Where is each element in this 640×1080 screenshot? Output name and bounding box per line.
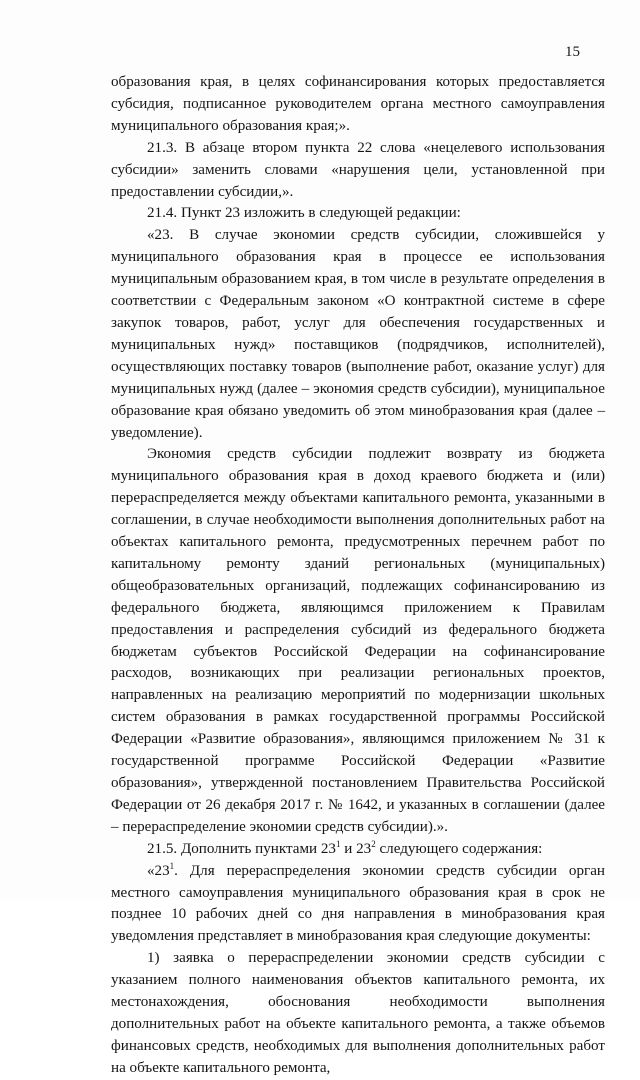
text-run: 21.5. Дополнить пунктами 23 [147,840,336,857]
text-run: следующего содержания: [375,840,543,857]
document-body [111,72,605,1080]
paragraph-subitem-1: 1) заявка о перераспределении экономии средств субсидии с указанием полного наименования объектов капитального ремонта, их местонахождения, обоснования необходимости выполнения дополнительных работ на объекте капитального ремонта, а также объемов финансовых средств, необходимых для выполнения дополнительных работ на объекте капитального ремонта, [111,950,605,1076]
text-run: и 23 [340,840,372,857]
paragraph-continuation: образования края, в целях софинансирования которых предоставляется субсидия, подписанное руководителем органа местного самоуправления муниципального образования края;». [111,74,605,134]
paragraph-savings: Экономия средств субсидии подлежит возврату из бюджета муниципального образования края в доход краевого бюджета и (или) перераспределяется между объектами капитального ремонта, указанными в соглашении, в случае необходимости выполнения дополнительных работ на объектах капитального ремонта, предусмотренных перечнем работ по капитальному ремонту зданий региональных (муниципальных) общеобразовательных организаций, подлежащих софинансированию из федерального бюджета, являющимся приложением к Правилам предоставления и распределения субсидий из федерального бюджета бюджетам субъектов Российской Федерации на софинансирование расходов, возникающих при реализации региональных проектов, направленных на реализацию мероприятий по модернизации школьных систем образования в рамках государственной программы Российской Федерации «Развитие образования», являющимся приложением № 31 к государственной программе Российской Федерации «Развитие образования», утвержденной постановлением Правительства Российской Федерации от 26 декабря 2017 г. № 1642, и указанных в соглашении (далее – перераспределение экономии средств субсидии).». [111,446,605,835]
text-run: . Для перераспределения экономии средств субсидии орган местного самоуправления муниципального образования края в срок не позднее 10 рабочих дней со дня направления в минобразования края уведомления представляет в минобразования края следующие документы: [111,862,605,945]
superscript: 2 [371,838,376,849]
page-number: 15 [565,44,580,60]
paragraph-21-3: 21.3. В абзаце втором пункта 22 слова «нецелевого использования субсидии» заменить словами «нарушения цели, установленной при предоставлении субсидии,». [111,139,605,200]
paragraph-21-5 [111,839,605,861]
paragraph-item-23: «23. В случае экономии средств субсидии, сложившейся у муниципального образования края в процессе ее использования муниципальным образованием края, в том числе в результате определения в соответствии с Федеральным законом «О контрактной системе в сфере закупок товаров, работ, услуг для обеспечения государственных и муниципальных нужд» поставщиков (подрядчиков, исполнителей), осуществляющих поставку товаров (выполнение работ, оказание услуг) для муниципальных нужд (далее – экономия средств субсидии), муниципальное образование края обязано уведомить об этом минобразования края (далее – уведомление). [111,227,605,441]
paragraph-item-23-1 [111,861,605,949]
paragraph-21-4: 21.4. Пункт 23 изложить в следующей редакции: [147,205,461,222]
text-run: «23 [147,862,170,879]
superscript: 1 [335,838,341,849]
superscript: 1 [169,860,175,871]
